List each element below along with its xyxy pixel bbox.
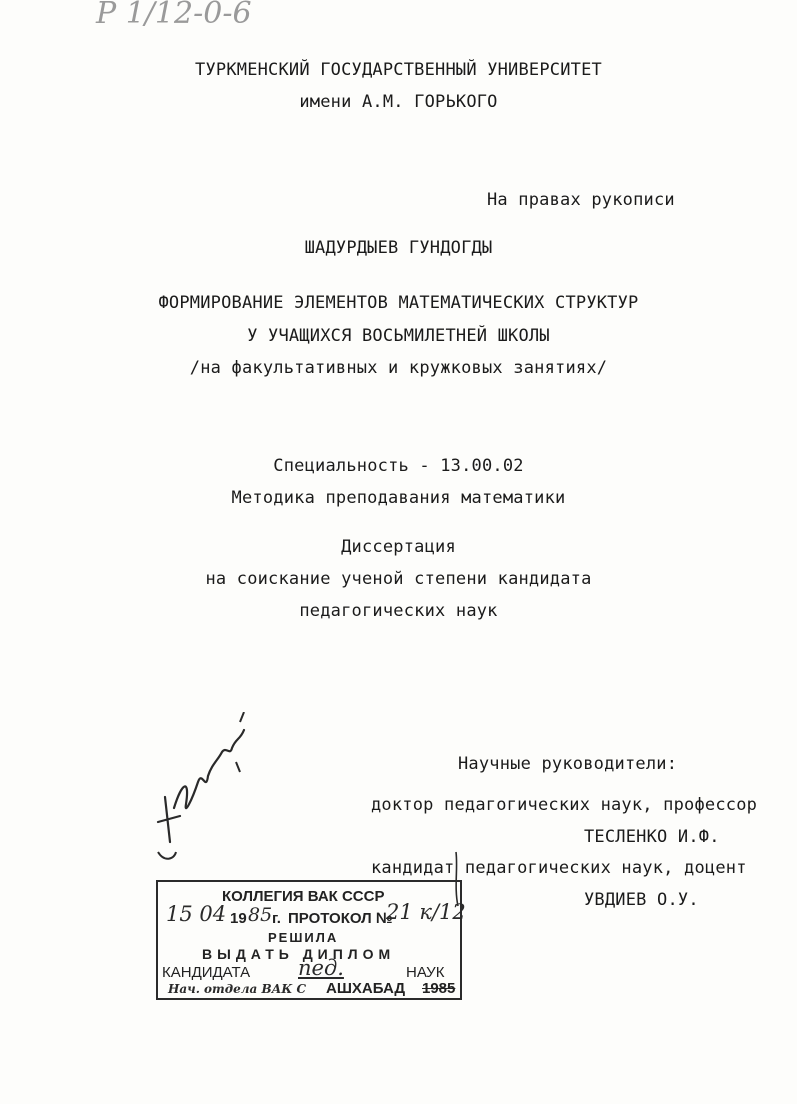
stamp-decided: РЕШИЛА (268, 930, 339, 945)
stamp-year-suffix: г. (272, 910, 281, 927)
stamp-protocol-number: 21 к/12 (386, 900, 466, 924)
stamp-department: Нач. отдела ВАК С (168, 982, 307, 996)
stamp-city: АШХАБАД (326, 980, 406, 997)
supervisor-2-title: кандидат педагогических наук, доцент (371, 858, 747, 878)
vak-approval-stamp (156, 880, 466, 1000)
supervisor-2-name: УВДИЕВ О.У. (584, 890, 699, 910)
stamp-year-prefix: 19 (230, 910, 247, 927)
stamp-candidate-prefix: КАНДИДАТА (162, 964, 251, 981)
supervisor-1-name: ТЕСЛЕНКО И.Ф. (584, 827, 720, 847)
dissertation-field: педагогических наук (299, 601, 498, 621)
stamp-board-name: КОЛЛЕГИЯ ВАК СССР (222, 888, 385, 905)
stamp-year-handwritten: 85 (248, 904, 273, 926)
university-named-after: имени А.М. ГОРЬКОГО (299, 92, 498, 112)
corner-handwritten-note: Р 1/12-0-6 (96, 0, 252, 31)
specialty-name: Методика преподавания математики (231, 488, 566, 508)
supervisors-heading: Научные руководители: (458, 754, 678, 774)
specialty-code: Специальность - 13.00.02 (273, 456, 524, 476)
stamp-date: 15 04 (166, 902, 227, 926)
stamp-candidate-suffix: НАУК (406, 964, 445, 981)
title-line-3: /на факультативных и кружковых занятиях/ (189, 358, 608, 378)
title-line-2: У УЧАЩИХСЯ ВОСЬМИЛЕТНЕЙ ШКОЛЫ (247, 326, 550, 346)
university-name: ТУРКМЕНСКИЙ ГОСУДАРСТВЕННЫЙ УНИВЕРСИТЕТ (195, 60, 602, 80)
supervisor-1-title: доктор педагогических наук, профессор (371, 795, 758, 815)
stamp-candidate-value: пед. (298, 956, 344, 980)
author-name: ШАДУРДЫЕВ ГУНДОГДЫ (304, 238, 493, 258)
handwritten-signature (140, 712, 270, 862)
stamp-year: 1985 (422, 980, 456, 997)
stamp-protocol-label: ПРОТОКОЛ № (288, 910, 393, 927)
rights-note: На правах рукописи (487, 190, 675, 210)
title-line-1: ФОРМИРОВАНИЕ ЭЛЕМЕНТОВ МАТЕМАТИЧЕСКИХ СТРУКТУР (158, 293, 639, 313)
dissertation-label: Диссертация (341, 537, 456, 557)
dissertation-degree: на соискание ученой степени кандидата (205, 569, 592, 589)
stamp-issue-diploma: ВЫДАТЬ ДИПЛОМ (202, 946, 396, 962)
